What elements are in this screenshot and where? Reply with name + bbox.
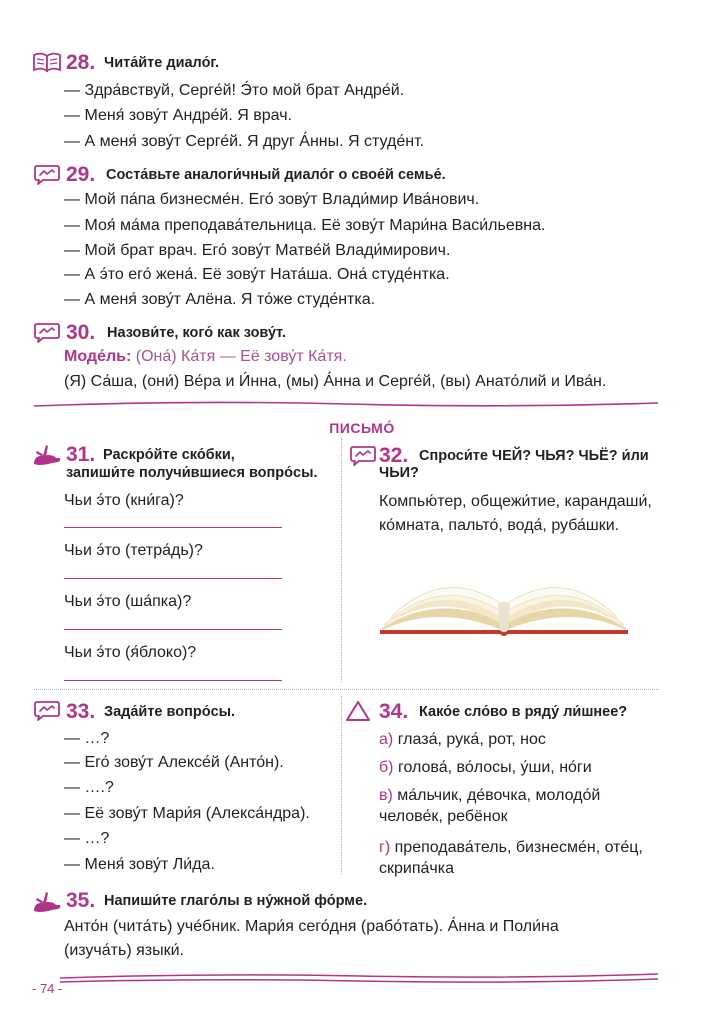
dialog-line: — …?: [64, 830, 110, 847]
section-title: ПИСЬМО́: [329, 420, 395, 436]
triangle-icon: [345, 700, 371, 722]
option-text: ма́льчик, де́вочка, молодо́й: [397, 787, 601, 804]
exercise-title: Напиши́те глаго́лы в ну́жной фо́рме.: [104, 893, 368, 909]
option-a: [379, 730, 546, 750]
exercise-title: Соста́вьте аналоги́чный диало́г о свое́й семье́.: [106, 167, 446, 183]
exercise-number: 30.: [66, 321, 96, 344]
exercise-title: Спроси́те ЧЕЙ? ЧЬЯ? ЧЬЁ? и́ли: [419, 448, 649, 464]
question-item: Чьи э́то (кни́га)?: [64, 492, 184, 509]
dialog-line: — А э́то его́ жена́. Её зову́т Ната́ша. Она́ студе́нтка.: [64, 266, 450, 283]
option-text: преподава́тель, бизнесме́н, оте́ц,: [394, 839, 643, 856]
exercise-number: 29.: [66, 163, 96, 186]
column-divider: [341, 696, 342, 874]
option-letter: в): [379, 787, 393, 804]
answer-line[interactable]: [64, 629, 282, 630]
dialog-line: — Меня́ зову́т Ли́да.: [64, 856, 215, 873]
dialog-line: — А меня́ зову́т Серге́й. Я друг А́нны. Я студе́нт.: [64, 133, 425, 150]
model-example: [64, 347, 347, 367]
option-text-cont: челове́к, ребёнок: [379, 808, 508, 825]
task-text: (изуча́ть) языки́.: [64, 942, 184, 959]
dialog-line: — Мой брат врач. Его́ зову́т Матве́й Влади́мирович.: [64, 242, 451, 259]
dialog-line: — А меня́ зову́т Алёна. Я то́же студе́нтка.: [64, 291, 376, 308]
exercise-number: 33.: [66, 700, 96, 723]
page-number: - 74 -: [32, 981, 63, 996]
exercise-number: 28.: [66, 51, 96, 74]
exercise-title: Зада́йте вопро́сы.: [104, 704, 236, 720]
speech-bubble-icon: [34, 700, 60, 722]
exercise-number: 32.: [379, 444, 409, 467]
answer-line[interactable]: [64, 527, 282, 528]
dialog-line: — Его́ зову́т Алексе́й (Анто́н).: [64, 754, 284, 771]
dialog-line: — Меня́ зову́т Андре́й. Я врач.: [64, 107, 292, 124]
question-item: Чьи э́то (я́блоко)?: [64, 644, 197, 661]
option-text-cont: скрипа́чка: [379, 860, 454, 877]
word-list: Компью́тер, общежи́тие, карандаши́,: [379, 493, 652, 510]
dialog-line: — Мой па́па бизнесме́н. Его́ зову́т Влади́мир Ива́нович.: [64, 191, 480, 208]
model-label: Моде́ль:: [64, 348, 132, 365]
section-divider: [34, 399, 658, 409]
dialog-line: — Моя́ ма́ма преподава́тельница. Её зову́т Мари́на Васи́льевна.: [64, 217, 546, 234]
exercise-title: Како́е сло́во в ряду́ ли́шнее?: [419, 704, 628, 720]
question-item: Чьи э́то (тетра́дь)?: [64, 542, 203, 559]
footer-divider: [60, 970, 660, 988]
option-c: [379, 786, 600, 806]
option-text: глаза́, рука́, рот, нос: [397, 731, 546, 748]
writing-hand-icon: [32, 444, 62, 466]
exercise-number: 34.: [379, 700, 409, 723]
dialog-line: — Её зову́т Мари́я (Алекса́ндра).: [64, 805, 310, 822]
option-letter: а): [379, 731, 394, 748]
exercise-title: ЧЬИ?: [379, 465, 419, 481]
model-text: (Она́) Ка́тя — Её зову́т Ка́тя.: [135, 348, 347, 365]
writing-hand-icon: [32, 891, 62, 913]
answer-line[interactable]: [64, 578, 282, 579]
exercise-number: 31.: [66, 443, 96, 466]
exercise-title: запиши́те получи́вшиеся вопро́сы.: [66, 465, 318, 481]
word-list: ко́мната, пальто́, вода́, руба́шки.: [379, 517, 620, 534]
dialog-line: — ….?: [64, 779, 114, 796]
column-divider: [341, 438, 342, 682]
open-book-icon: [33, 52, 61, 72]
dialog-line: — Здра́вствуй, Серге́й! Э́то мой брат Андре́й.: [64, 82, 405, 99]
speech-bubble-icon: [34, 322, 60, 344]
row-divider: [34, 689, 659, 690]
exercise-title: Назови́те, кого́ как зову́т.: [107, 325, 286, 341]
option-text: голова́, во́лосы, у́ши, но́ги: [397, 759, 592, 776]
exercise-title: Раскро́йте ско́бки,: [103, 447, 235, 463]
option-d: [379, 838, 643, 858]
task-text: (Я) Са́ша, (они́) Ве́ра и И́нна, (мы) А́нна и Серге́й, (вы) Анато́лий и Ива́н.: [64, 373, 607, 390]
exercise-title: Чита́йте диало́г.: [104, 55, 220, 71]
dialog-line: — …?: [64, 730, 110, 747]
exercise-number: 35.: [66, 889, 96, 912]
option-letter: б): [379, 759, 394, 776]
option-letter: г): [379, 839, 391, 856]
open-book-illustration: [378, 572, 630, 640]
question-item: Чьи э́то (ша́пка)?: [64, 593, 192, 610]
task-text: Анто́н (чита́ть) учéбник. Мари́я сего́дня (рабо́тать). А́нна и Поли́на: [64, 918, 559, 935]
speech-bubble-icon: [350, 445, 376, 467]
speech-bubble-icon: [34, 164, 60, 186]
option-b: [379, 758, 592, 778]
answer-line[interactable]: [64, 680, 282, 681]
